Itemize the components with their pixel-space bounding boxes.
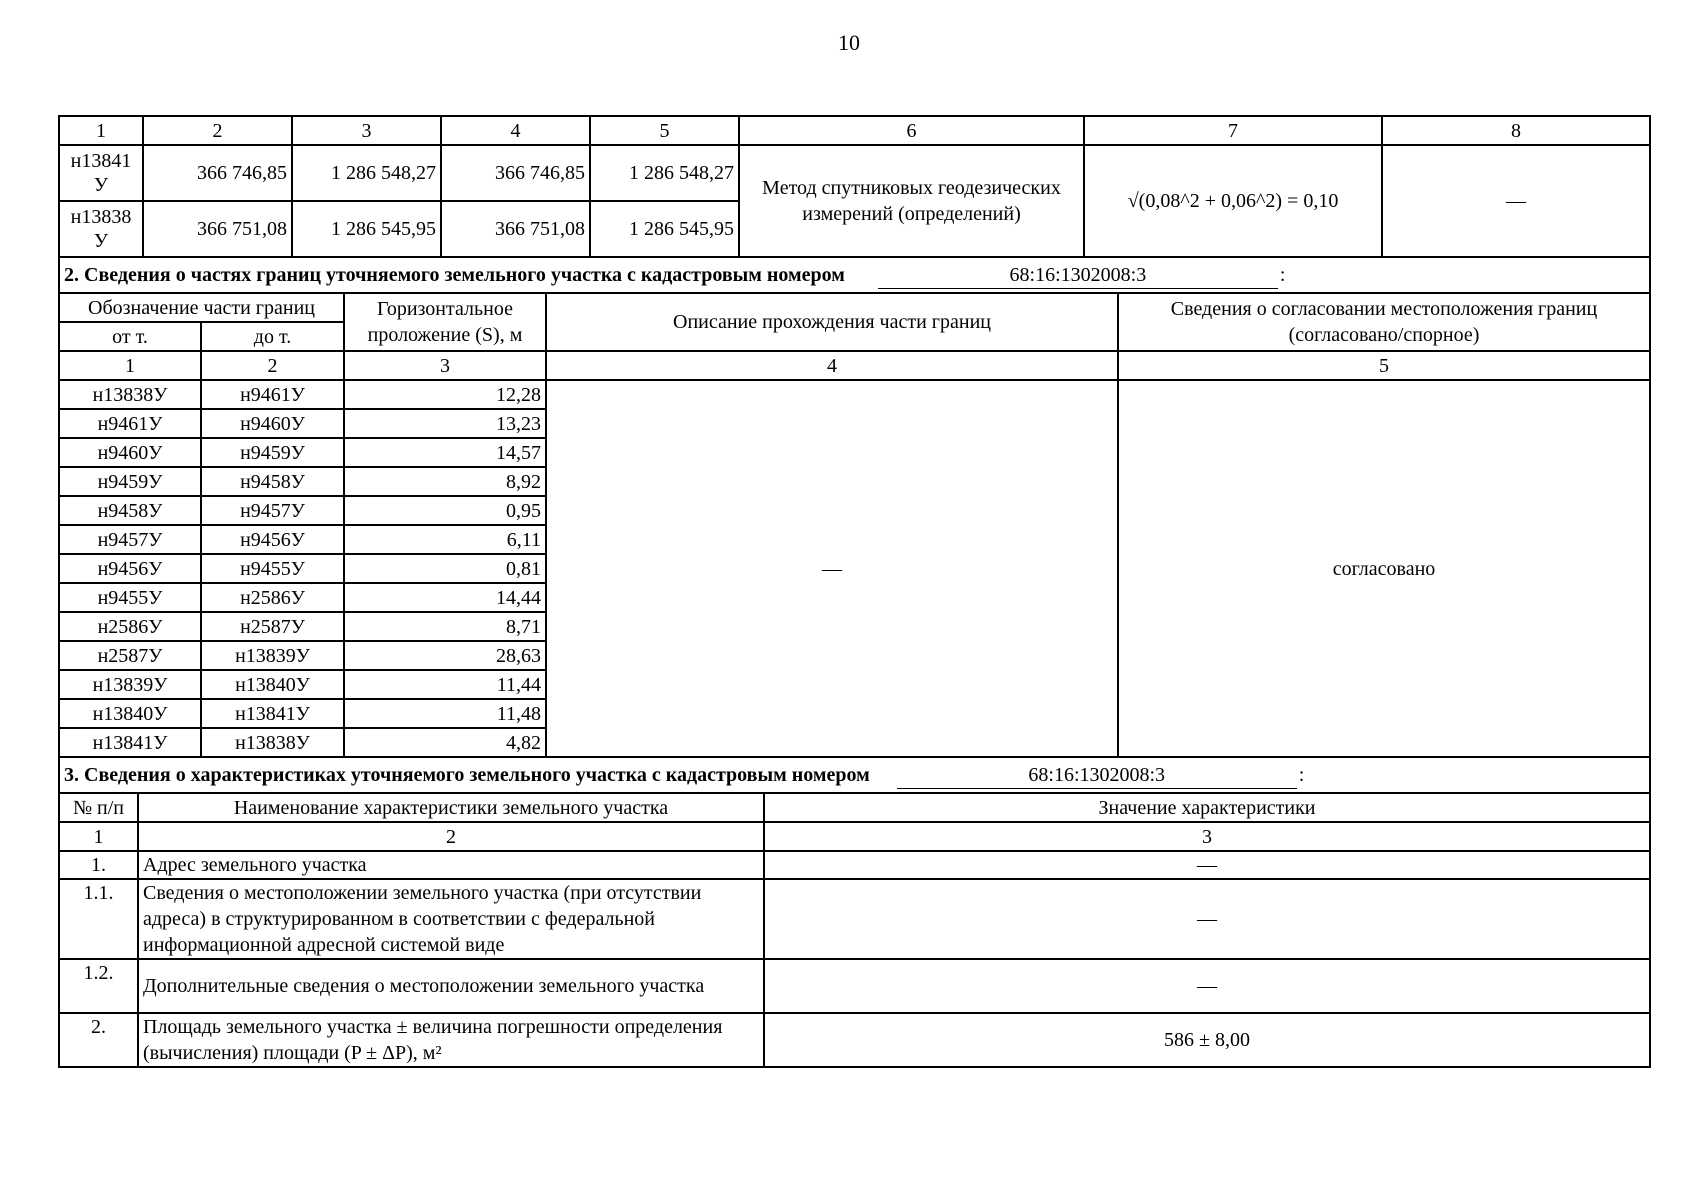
column-number: 2 <box>143 116 292 145</box>
section-3-heading <box>59 757 1650 793</box>
document-body <box>58 115 1649 1068</box>
from-point: н9460У <box>59 438 201 467</box>
characteristic-value: — <box>764 959 1650 1013</box>
from-point: н9455У <box>59 583 201 612</box>
characteristic-value: 586 ± 8,00 <box>764 1013 1650 1067</box>
row-number: 1. <box>59 851 138 879</box>
coord-x: 366 751,08 <box>441 201 590 257</box>
header-row <box>59 793 1650 822</box>
table-row <box>59 145 1650 201</box>
from-point: н2587У <box>59 641 201 670</box>
to-point: н9460У <box>201 409 344 438</box>
column-number: 2 <box>138 822 764 851</box>
table-row <box>59 879 1650 959</box>
to-point: н13841У <box>201 699 344 728</box>
column-number: 8 <box>1382 116 1650 145</box>
distance-header: Горизонтальное проложение (S), м <box>344 293 546 351</box>
from-point: н9458У <box>59 496 201 525</box>
accuracy-formula: √(0,08^2 + 0,06^2) = 0,10 <box>1084 145 1382 257</box>
characteristic-value: — <box>764 879 1650 959</box>
to-point: н2587У <box>201 612 344 641</box>
column-number: 1 <box>59 116 143 145</box>
to-point: н9459У <box>201 438 344 467</box>
coord-x: 366 746,85 <box>143 145 292 201</box>
column-number: 1 <box>59 822 138 851</box>
table-row <box>59 851 1650 879</box>
column-number: 2 <box>201 351 344 380</box>
from-point: н9461У <box>59 409 201 438</box>
coord-y: 1 286 545,95 <box>292 201 441 257</box>
from-point: н9456У <box>59 554 201 583</box>
point-name: н13838 У <box>59 201 143 257</box>
from-point: н9457У <box>59 525 201 554</box>
distance-value: 0,81 <box>344 554 546 583</box>
column-number: 3 <box>344 351 546 380</box>
col8-value: — <box>1382 145 1650 257</box>
designation-header: Обозначение части границ <box>59 293 344 322</box>
section-3-title: 3. Сведения о характеристиках уточняемого земельного участка с кадастровым номером <box>64 763 870 786</box>
table-row <box>59 959 1650 1013</box>
distance-value: 8,92 <box>344 467 546 496</box>
distance-value: 11,44 <box>344 670 546 699</box>
coord-y: 1 286 545,95 <box>590 201 739 257</box>
num-header: № п/п <box>59 793 138 822</box>
section-2-heading <box>59 257 1650 293</box>
table-row <box>59 380 1650 409</box>
coord-x: 366 746,85 <box>441 145 590 201</box>
header-row <box>59 293 1650 322</box>
cadastral-number: 68:16:1302008:3 <box>878 262 1278 289</box>
from-point: н13839У <box>59 670 201 699</box>
from-point: н13841У <box>59 728 201 757</box>
section-heading-row <box>59 257 1650 293</box>
from-point: н13838У <box>59 380 201 409</box>
distance-value: 13,23 <box>344 409 546 438</box>
coord-x: 366 751,08 <box>143 201 292 257</box>
to-point: н9455У <box>201 554 344 583</box>
column-number: 7 <box>1084 116 1382 145</box>
column-number: 5 <box>590 116 739 145</box>
characteristic-name: Дополнительные сведения о местоположении земельного участка <box>138 959 764 1013</box>
from-point: н9459У <box>59 467 201 496</box>
characteristic-value: — <box>764 851 1650 879</box>
from-header: от т. <box>59 322 201 351</box>
to-point: н2586У <box>201 583 344 612</box>
value-header: Значение характеристики <box>764 793 1650 822</box>
column-number-row <box>59 116 1650 145</box>
agreement-header: Сведения о согласовании местоположения границ (согласовано/спорное) <box>1118 293 1650 351</box>
column-number: 3 <box>764 822 1650 851</box>
column-number: 4 <box>441 116 590 145</box>
boundary-parts-table <box>58 292 1651 794</box>
distance-value: 14,44 <box>344 583 546 612</box>
colon: : <box>1298 763 1305 786</box>
description-value: — <box>546 380 1118 757</box>
column-number-row <box>59 351 1650 380</box>
distance-value: 0,95 <box>344 496 546 525</box>
distance-value: 8,71 <box>344 612 546 641</box>
row-number: 1.1. <box>59 879 138 959</box>
coord-y: 1 286 548,27 <box>590 145 739 201</box>
characteristic-name: Адрес земельного участка <box>138 851 764 879</box>
column-number: 3 <box>292 116 441 145</box>
distance-value: 28,63 <box>344 641 546 670</box>
characteristic-name: Сведения о местоположении земельного участка (при отсутствии адреса) в структурированном в соответствии с федеральной информационной адресной системой виде <box>138 879 764 959</box>
column-number: 6 <box>739 116 1084 145</box>
method-cell: Метод спутниковых геодезических измерений (определений) <box>739 145 1084 257</box>
cadastral-number: 68:16:1302008:3 <box>897 762 1297 789</box>
to-point: н13838У <box>201 728 344 757</box>
row-number: 1.2. <box>59 959 138 1013</box>
distance-value: 14,57 <box>344 438 546 467</box>
column-number: 5 <box>1118 351 1650 380</box>
column-number: 4 <box>546 351 1118 380</box>
table-row <box>59 1013 1650 1067</box>
characteristic-name: Площадь земельного участка ± величина погрешности определения (вычисления) площади (P ± ΔP), м² <box>138 1013 764 1067</box>
from-point: н13840У <box>59 699 201 728</box>
section-heading-row <box>59 757 1650 793</box>
distance-value: 11,48 <box>344 699 546 728</box>
column-number: 1 <box>59 351 201 380</box>
point-name: н13841 У <box>59 145 143 201</box>
description-header: Описание прохождения части границ <box>546 293 1118 351</box>
to-point: н13840У <box>201 670 344 699</box>
distance-value: 6,11 <box>344 525 546 554</box>
from-point: н2586У <box>59 612 201 641</box>
row-number: 2. <box>59 1013 138 1067</box>
column-number-row <box>59 822 1650 851</box>
colon: : <box>1279 263 1286 286</box>
distance-value: 4,82 <box>344 728 546 757</box>
characteristics-table <box>58 792 1651 1068</box>
section-2-title: 2. Сведения о частях границ уточняемого земельного участка с кадастровым номером <box>64 263 845 286</box>
to-point: н9457У <box>201 496 344 525</box>
to-point: н9458У <box>201 467 344 496</box>
to-point: н9461У <box>201 380 344 409</box>
to-point: н9456У <box>201 525 344 554</box>
to-header: до т. <box>201 322 344 351</box>
coord-y: 1 286 548,27 <box>292 145 441 201</box>
name-header: Наименование характеристики земельного участка <box>138 793 764 822</box>
distance-value: 12,28 <box>344 380 546 409</box>
coordinates-table <box>58 115 1651 294</box>
to-point: н13839У <box>201 641 344 670</box>
page-number: 10 <box>838 30 860 55</box>
agreement-value: согласовано <box>1118 380 1650 757</box>
